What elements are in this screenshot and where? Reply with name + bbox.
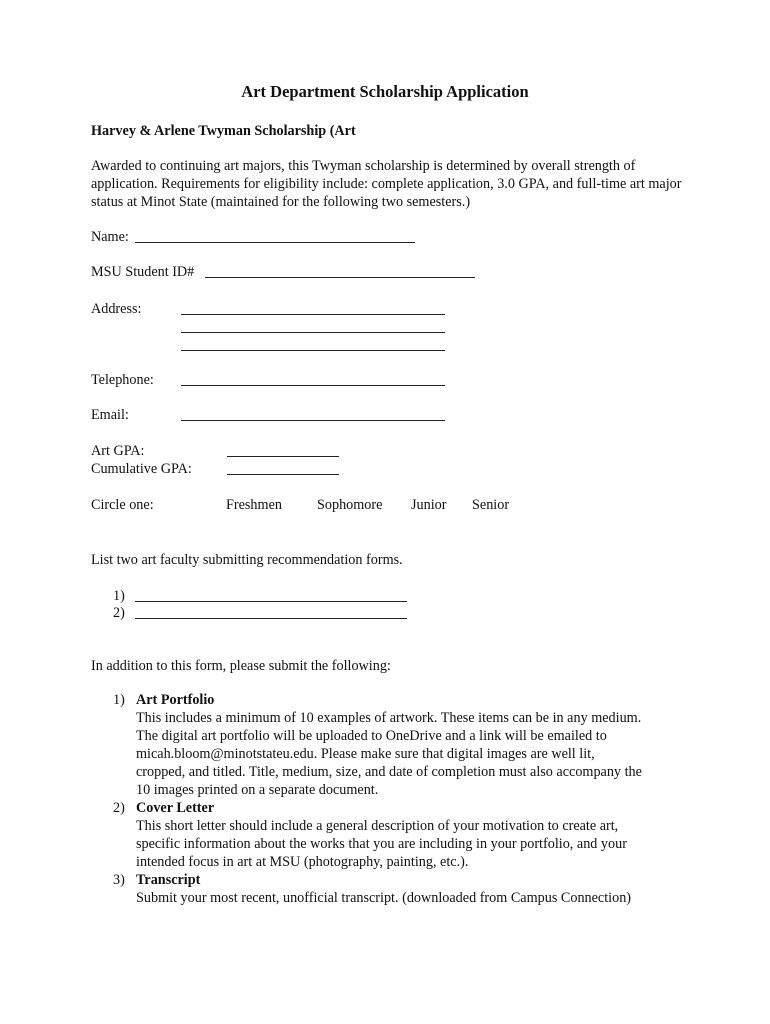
address-label: Address: bbox=[91, 301, 142, 317]
requirement-cover-letter bbox=[91, 799, 691, 871]
cumulative-gpa-field[interactable] bbox=[227, 474, 339, 475]
option-sophomore[interactable]: Sophomore bbox=[317, 497, 383, 513]
address-line-3-field[interactable] bbox=[181, 350, 445, 351]
requirement-art-portfolio bbox=[91, 691, 691, 799]
option-freshmen[interactable]: Freshmen bbox=[226, 497, 282, 513]
intro-paragraph: Awarded to continuing art majors, this Twyman scholarship is determined by overall strength of application. Requirements for eligibility include: complete application, 3.0 GPA, and full-time art major status at Minot State (maintained for the following two semesters.) bbox=[91, 158, 682, 210]
student-id-field[interactable] bbox=[205, 277, 475, 278]
requirement-heading: Art Portfolio bbox=[136, 692, 215, 708]
telephone-label: Telephone: bbox=[91, 372, 154, 388]
requirement-line: 10 images printed on a separate document. bbox=[136, 782, 379, 798]
requirement-line: This includes a minimum of 10 examples of artwork. These items can be in any medium. bbox=[136, 710, 642, 726]
email-label: Email: bbox=[91, 407, 129, 423]
name-field[interactable] bbox=[135, 242, 415, 243]
requirement-number: 1) bbox=[113, 692, 125, 708]
faculty-1-field[interactable] bbox=[135, 601, 407, 602]
requirement-line: This short letter should include a general description of your motivation to create art, bbox=[136, 818, 619, 834]
requirement-number: 2) bbox=[113, 800, 125, 816]
name-label: Name: bbox=[91, 229, 129, 245]
student-id-label: MSU Student ID# bbox=[91, 264, 195, 280]
requirement-heading: Transcript bbox=[136, 872, 201, 888]
faculty-number-1: 1) bbox=[113, 588, 125, 604]
art-gpa-label: Art GPA: bbox=[91, 443, 145, 459]
faculty-prompt: List two art faculty submitting recommendation forms. bbox=[91, 552, 403, 568]
requirement-line: intended focus in art at MSU (photography, painting, etc.). bbox=[136, 854, 469, 870]
page-title: Art Department Scholarship Application bbox=[241, 82, 529, 101]
faculty-2-field[interactable] bbox=[135, 618, 407, 619]
requirement-line: cropped, and titled. Title, medium, size, and date of completion must also accompany the bbox=[136, 764, 642, 780]
requirement-transcript bbox=[91, 871, 691, 907]
requirements-list bbox=[91, 691, 691, 907]
requirement-line: The digital art portfolio will be uploaded to OneDrive and a link will be emailed to bbox=[136, 728, 607, 744]
requirement-line: Submit your most recent, unofficial transcript. (downloaded from Campus Connection) bbox=[136, 890, 632, 906]
requirement-line: specific information about the works that you are including in your portfolio, and your bbox=[136, 836, 627, 852]
address-line-1-field[interactable] bbox=[181, 314, 445, 315]
option-junior[interactable]: Junior bbox=[411, 497, 447, 513]
requirement-number: 3) bbox=[113, 872, 125, 888]
art-gpa-field[interactable] bbox=[227, 456, 339, 457]
option-senior[interactable]: Senior bbox=[472, 497, 510, 513]
cumulative-gpa-label: Cumulative GPA: bbox=[91, 461, 192, 477]
scholarship-name: Harvey & Arlene Twyman Scholarship (Art bbox=[91, 123, 356, 139]
circle-one-label: Circle one: bbox=[91, 497, 154, 513]
faculty-number-2: 2) bbox=[113, 605, 125, 621]
email-field[interactable] bbox=[181, 420, 445, 421]
additional-prompt: In addition to this form, please submit the following: bbox=[91, 658, 391, 674]
address-line-2-field[interactable] bbox=[181, 332, 445, 333]
requirement-heading: Cover Letter bbox=[136, 800, 215, 816]
requirement-line: micah.bloom@minotstateu.edu. Please make sure that digital images are well lit, bbox=[136, 746, 595, 762]
telephone-field[interactable] bbox=[181, 385, 445, 386]
